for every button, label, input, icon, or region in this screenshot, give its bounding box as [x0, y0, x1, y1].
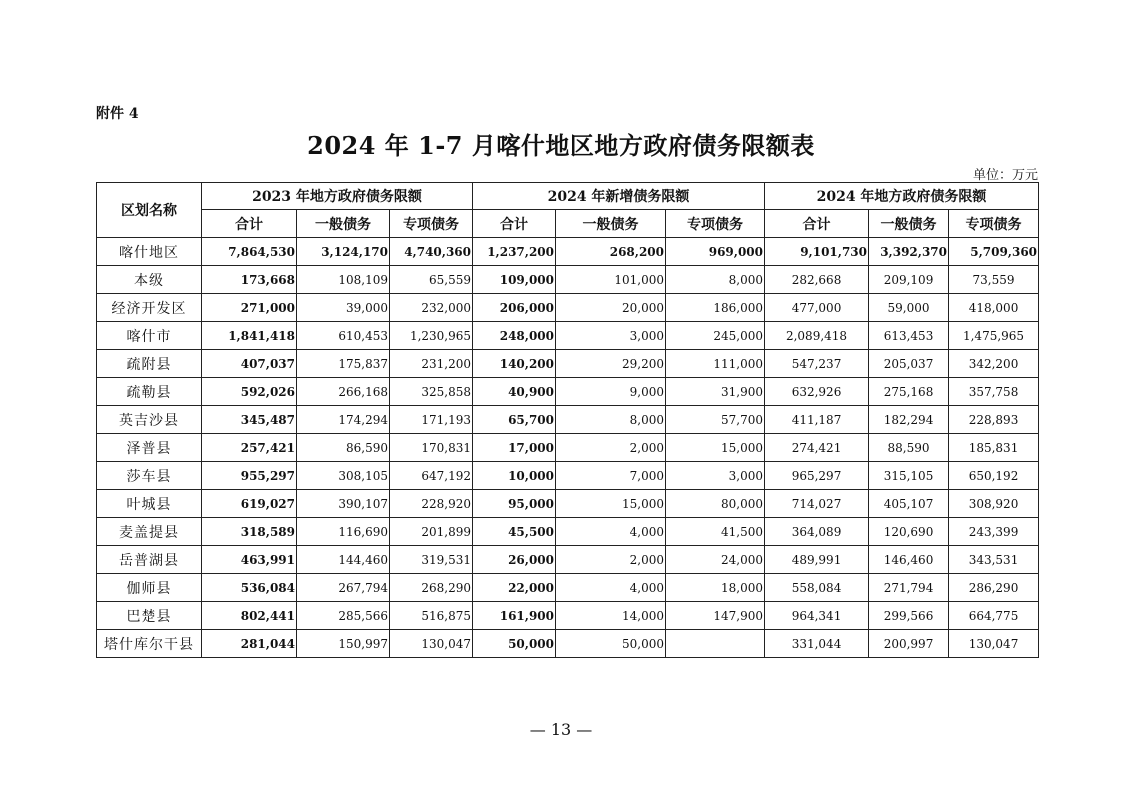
value-cell: 345,487 [202, 406, 297, 434]
value-cell: 964,341 [765, 602, 869, 630]
value-cell: 59,000 [869, 294, 949, 322]
region-name-cell: 莎车县 [97, 462, 202, 490]
value-cell: 3,124,170 [297, 238, 390, 266]
value-cell: 536,084 [202, 574, 297, 602]
subheader: 合计 [202, 210, 297, 238]
attachment-label: 附件 4 [96, 106, 139, 122]
page-title: 2024 年 1-7 月喀什地区地方政府债务限额表 [307, 131, 815, 160]
region-name-cell: 泽普县 [97, 434, 202, 462]
value-cell: 965,297 [765, 462, 869, 490]
region-name-cell: 麦盖提县 [97, 518, 202, 546]
table-row [97, 630, 1039, 658]
value-cell: 95,000 [473, 490, 556, 518]
value-cell: 1,475,965 [949, 322, 1039, 350]
value-cell: 268,290 [390, 574, 473, 602]
value-cell: 8,000 [666, 266, 765, 294]
value-cell: 610,453 [297, 322, 390, 350]
value-cell: 39,000 [297, 294, 390, 322]
value-cell: 31,900 [666, 378, 765, 406]
region-header: 区划名称 [97, 183, 202, 238]
value-cell: 80,000 [666, 490, 765, 518]
value-cell: 2,000 [556, 546, 666, 574]
subheader: 一般债务 [297, 210, 390, 238]
region-name-cell: 岳普湖县 [97, 546, 202, 574]
value-cell: 275,168 [869, 378, 949, 406]
value-cell: 120,690 [869, 518, 949, 546]
value-cell: 111,000 [666, 350, 765, 378]
value-cell: 73,559 [949, 266, 1039, 294]
value-cell: 714,027 [765, 490, 869, 518]
table-row [97, 574, 1039, 602]
value-cell: 14,000 [556, 602, 666, 630]
value-cell: 664,775 [949, 602, 1039, 630]
value-cell: 1,841,418 [202, 322, 297, 350]
subheader: 专项债务 [390, 210, 473, 238]
value-cell: 274,421 [765, 434, 869, 462]
value-cell: 209,109 [869, 266, 949, 294]
value-cell: 418,000 [949, 294, 1039, 322]
value-cell: 299,566 [869, 602, 949, 630]
subheader: 合计 [473, 210, 556, 238]
value-cell: 170,831 [390, 434, 473, 462]
value-cell: 9,000 [556, 378, 666, 406]
region-name-cell: 经济开发区 [97, 294, 202, 322]
value-cell: 101,000 [556, 266, 666, 294]
value-cell: 171,193 [390, 406, 473, 434]
value-cell: 245,000 [666, 322, 765, 350]
table-row [97, 518, 1039, 546]
value-cell: 144,460 [297, 546, 390, 574]
value-cell: 364,089 [765, 518, 869, 546]
region-name-cell: 疏勒县 [97, 378, 202, 406]
group-header-2023: 2023 年地方政府债务限额 [202, 183, 473, 210]
region-name-cell: 塔什库尔干县 [97, 630, 202, 658]
value-cell: 342,200 [949, 350, 1039, 378]
subheader: 一般债务 [869, 210, 949, 238]
value-cell: 174,294 [297, 406, 390, 434]
value-cell: 407,037 [202, 350, 297, 378]
header-row-sub [97, 210, 1039, 238]
value-cell: 632,926 [765, 378, 869, 406]
unit-label: 单位：万元 [972, 168, 1038, 183]
table-row [97, 434, 1039, 462]
value-cell: 57,700 [666, 406, 765, 434]
value-cell: 558,084 [765, 574, 869, 602]
value-cell: 88,590 [869, 434, 949, 462]
value-cell: 200,997 [869, 630, 949, 658]
value-cell: 45,500 [473, 518, 556, 546]
value-cell: 647,192 [390, 462, 473, 490]
value-cell: 271,794 [869, 574, 949, 602]
value-cell: 619,027 [202, 490, 297, 518]
value-cell: 24,000 [666, 546, 765, 574]
value-cell: 173,668 [202, 266, 297, 294]
value-cell: 650,192 [949, 462, 1039, 490]
value-cell: 50,000 [556, 630, 666, 658]
value-cell: 357,758 [949, 378, 1039, 406]
group-header-2024-limit: 2024 年地方政府债务限额 [765, 183, 1039, 210]
value-cell: 319,531 [390, 546, 473, 574]
value-cell: 228,893 [949, 406, 1039, 434]
value-cell: 243,399 [949, 518, 1039, 546]
value-cell: 65,700 [473, 406, 556, 434]
value-cell: 9,101,730 [765, 238, 869, 266]
region-name-cell: 本级 [97, 266, 202, 294]
value-cell: 248,000 [473, 322, 556, 350]
value-cell [666, 630, 765, 658]
value-cell: 955,297 [202, 462, 297, 490]
value-cell: 613,453 [869, 322, 949, 350]
table-row [97, 490, 1039, 518]
value-cell: 3,000 [666, 462, 765, 490]
value-cell: 150,997 [297, 630, 390, 658]
value-cell: 308,105 [297, 462, 390, 490]
value-cell: 228,920 [390, 490, 473, 518]
table-row [97, 602, 1039, 630]
value-cell: 65,559 [390, 266, 473, 294]
value-cell: 547,237 [765, 350, 869, 378]
value-cell: 15,000 [666, 434, 765, 462]
value-cell: 8,000 [556, 406, 666, 434]
page-number: — 13 — [529, 720, 593, 739]
value-cell: 3,392,370 [869, 238, 949, 266]
value-cell: 22,000 [473, 574, 556, 602]
value-cell: 185,831 [949, 434, 1039, 462]
table-row [97, 266, 1039, 294]
value-cell: 7,864,530 [202, 238, 297, 266]
table-row [97, 322, 1039, 350]
value-cell: 390,107 [297, 490, 390, 518]
value-cell: 17,000 [473, 434, 556, 462]
value-cell: 108,109 [297, 266, 390, 294]
value-cell: 463,991 [202, 546, 297, 574]
value-cell: 18,000 [666, 574, 765, 602]
value-cell: 50,000 [473, 630, 556, 658]
value-cell: 26,000 [473, 546, 556, 574]
value-cell: 5,709,360 [949, 238, 1039, 266]
value-cell: 182,294 [869, 406, 949, 434]
table-row [97, 238, 1039, 266]
value-cell: 10,000 [473, 462, 556, 490]
value-cell: 267,794 [297, 574, 390, 602]
value-cell: 140,200 [473, 350, 556, 378]
value-cell: 343,531 [949, 546, 1039, 574]
value-cell: 308,920 [949, 490, 1039, 518]
value-cell: 130,047 [390, 630, 473, 658]
value-cell: 7,000 [556, 462, 666, 490]
value-cell: 201,899 [390, 518, 473, 546]
table-row [97, 378, 1039, 406]
header-row-groups [97, 183, 1039, 210]
table-body [97, 238, 1039, 658]
value-cell: 282,668 [765, 266, 869, 294]
value-cell: 40,900 [473, 378, 556, 406]
value-cell: 41,500 [666, 518, 765, 546]
value-cell: 318,589 [202, 518, 297, 546]
value-cell: 1,237,200 [473, 238, 556, 266]
subheader: 专项债务 [949, 210, 1039, 238]
value-cell: 109,000 [473, 266, 556, 294]
table-row [97, 462, 1039, 490]
value-cell: 271,000 [202, 294, 297, 322]
value-cell: 232,000 [390, 294, 473, 322]
value-cell: 516,875 [390, 602, 473, 630]
group-header-2024-new: 2024 年新增债务限额 [473, 183, 765, 210]
value-cell: 86,590 [297, 434, 390, 462]
value-cell: 969,000 [666, 238, 765, 266]
value-cell: 147,900 [666, 602, 765, 630]
value-cell: 405,107 [869, 490, 949, 518]
value-cell: 175,837 [297, 350, 390, 378]
debt-limit-table [96, 182, 1039, 658]
value-cell: 186,000 [666, 294, 765, 322]
value-cell: 268,200 [556, 238, 666, 266]
region-name-cell: 喀什市 [97, 322, 202, 350]
value-cell: 3,000 [556, 322, 666, 350]
value-cell: 257,421 [202, 434, 297, 462]
region-name-cell: 叶城县 [97, 490, 202, 518]
value-cell: 15,000 [556, 490, 666, 518]
value-cell: 20,000 [556, 294, 666, 322]
table-row [97, 406, 1039, 434]
region-name-cell: 巴楚县 [97, 602, 202, 630]
table-row [97, 546, 1039, 574]
value-cell: 315,105 [869, 462, 949, 490]
value-cell: 146,460 [869, 546, 949, 574]
region-name-cell: 疏附县 [97, 350, 202, 378]
value-cell: 286,290 [949, 574, 1039, 602]
region-name-cell: 喀什地区 [97, 238, 202, 266]
value-cell: 325,858 [390, 378, 473, 406]
value-cell: 130,047 [949, 630, 1039, 658]
value-cell: 4,740,360 [390, 238, 473, 266]
value-cell: 331,044 [765, 630, 869, 658]
subheader: 一般债务 [556, 210, 666, 238]
value-cell: 1,230,965 [390, 322, 473, 350]
value-cell: 161,900 [473, 602, 556, 630]
subheader: 专项债务 [666, 210, 765, 238]
value-cell: 231,200 [390, 350, 473, 378]
value-cell: 4,000 [556, 518, 666, 546]
value-cell: 802,441 [202, 602, 297, 630]
value-cell: 281,044 [202, 630, 297, 658]
value-cell: 2,089,418 [765, 322, 869, 350]
value-cell: 116,690 [297, 518, 390, 546]
table-row [97, 350, 1039, 378]
value-cell: 29,200 [556, 350, 666, 378]
table-row [97, 294, 1039, 322]
value-cell: 206,000 [473, 294, 556, 322]
value-cell: 411,187 [765, 406, 869, 434]
value-cell: 205,037 [869, 350, 949, 378]
value-cell: 266,168 [297, 378, 390, 406]
value-cell: 592,026 [202, 378, 297, 406]
subheader: 合计 [765, 210, 869, 238]
value-cell: 2,000 [556, 434, 666, 462]
value-cell: 4,000 [556, 574, 666, 602]
value-cell: 489,991 [765, 546, 869, 574]
value-cell: 477,000 [765, 294, 869, 322]
value-cell: 285,566 [297, 602, 390, 630]
region-name-cell: 伽师县 [97, 574, 202, 602]
region-name-cell: 英吉沙县 [97, 406, 202, 434]
